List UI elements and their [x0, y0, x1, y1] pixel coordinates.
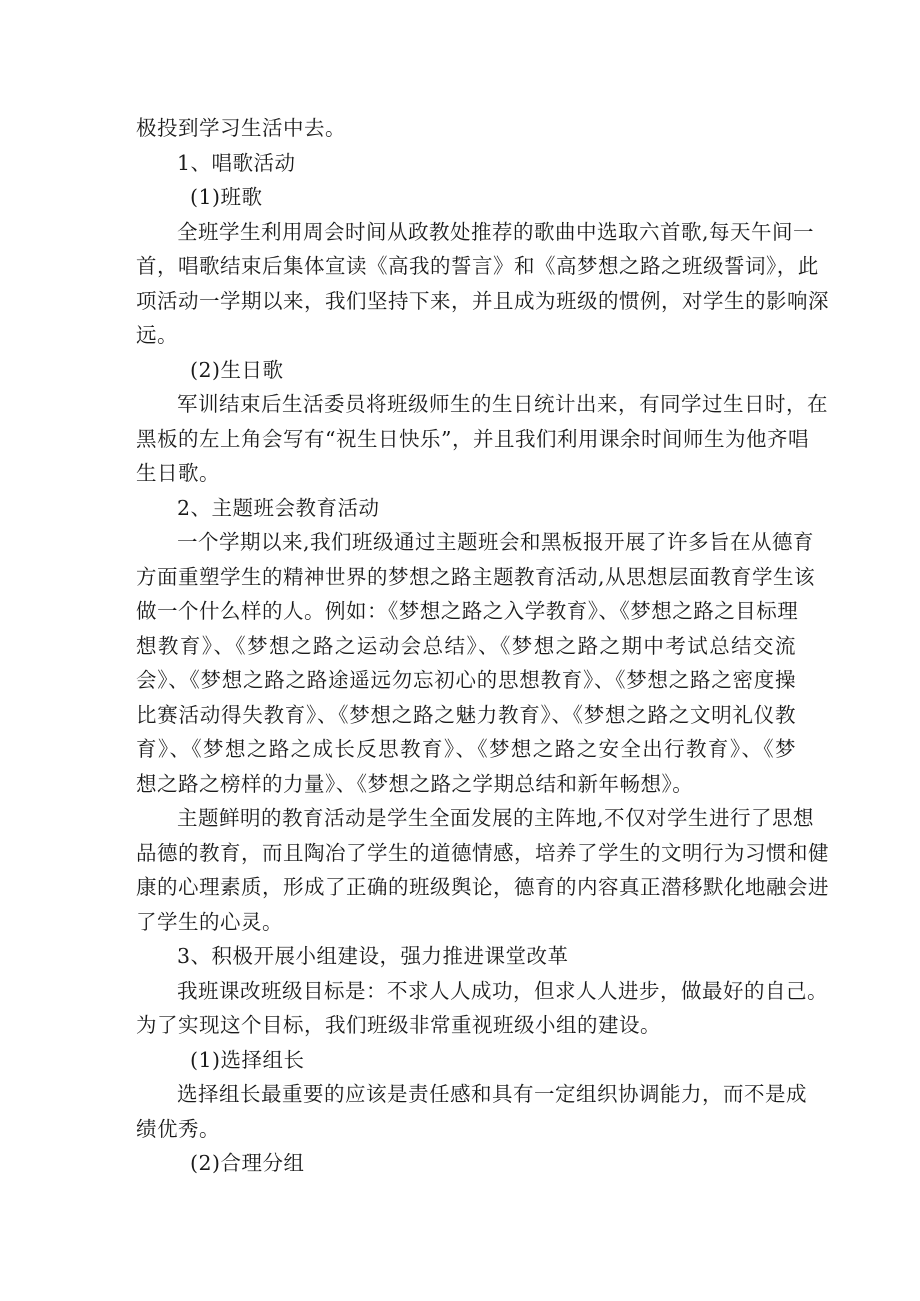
- subsection-heading-choose-leader: (1)选择组长: [190, 1047, 305, 1072]
- section-heading-group-building: 3、积极开展小组建设，强力推进课堂改革: [177, 944, 569, 968]
- document-page: [136, 111, 829, 1181]
- paragraph-line: 我班课改班级目标是：不求人人成功，但求人人进步，做最好的自己。: [177, 978, 828, 1003]
- paragraph-line: 全班学生利用周会时间从政教处推荐的歌曲中选取六首歌,每天午间一: [177, 219, 815, 244]
- paragraph-line: 选择组长最重要的应该是责任感和具有一定组织协调能力，而不是成: [177, 1082, 807, 1106]
- paragraph-line: 绩优秀。: [136, 1116, 220, 1141]
- paragraph-line: 比赛活动得失教育》、《梦想之路之魅力教育》、《梦想之路之文明礼仪教: [136, 702, 796, 727]
- paragraph-line: 育》、《梦想之路之成长反思教育》、《梦想之路之安全出行教育》、《梦: [136, 737, 796, 761]
- paragraph-line: 方面重塑学生的精神世界的梦想之路主题教育活动,从思想层面教育学生该: [136, 564, 816, 589]
- paragraph-line: 军训结束后生活委员将班级师生的生日统计出来，有同学过生日时，在: [177, 392, 828, 416]
- paragraph-line: 一个学期以来,我们班级通过主题班会和黑板报开展了许多旨在从德育: [177, 530, 815, 554]
- paragraph-line: 会》、《梦想之路之路途遥远勿忘初心的思想教育》、《梦想之路之密度操: [136, 668, 796, 692]
- paragraph-line: 想之路之榜样的力量》、《梦想之路之学期总结和新年畅想》。: [136, 771, 694, 796]
- paragraph-line: 生日歌。: [136, 461, 220, 485]
- section-heading-theme-meeting: 2、主题班会教育活动: [177, 495, 380, 520]
- section-heading-singing: 1、唱歌活动: [177, 150, 296, 175]
- paragraph-line: 康的心理素质，形成了正确的班级舆论，德育的内容真正潜移默化地融会进: [136, 875, 829, 899]
- paragraph-continuation: 极投到学习生活中去。: [136, 116, 346, 140]
- paragraph-line: 了学生的心灵。: [136, 909, 283, 934]
- subsection-heading-class-song: (1)班歌: [190, 185, 263, 209]
- paragraph-line: 首，唱歌结束后集体宣读《高我的誓言》和《高梦想之路之班级誓词》，此: [136, 254, 819, 278]
- paragraph-line: 黑板的左上角会写有“祝生日快乐”，并且我们利用课余时间师生为他齐唱: [136, 426, 809, 451]
- subsection-heading-grouping: (2)合理分组: [190, 1151, 305, 1175]
- paragraph-line: 想教育》、《梦想之路之运动会总结》、《梦想之路之期中考试总结交流: [136, 633, 796, 658]
- paragraph-line: 品德的教育，而且陶冶了学生的道德情感，培养了学生的文明行为习惯和健: [136, 840, 829, 865]
- paragraph-line: 为了实现这个目标，我们班级非常重视班级小组的建设。: [136, 1013, 661, 1037]
- paragraph-line: 远。: [136, 323, 178, 347]
- subsection-heading-birthday-song: (2)生日歌: [190, 357, 284, 382]
- paragraph-line: 做一个什么样的人。例如：《梦想之路之入学教育》、《梦想之路之目标理: [136, 599, 799, 623]
- paragraph-line: 主题鲜明的教育活动是学生全面发展的主阵地,不仅对学生进行了思想: [177, 806, 815, 830]
- paragraph-line: 项活动一学期以来，我们坚持下来，并且成为班级的惯例，对学生的影响深: [136, 288, 829, 313]
